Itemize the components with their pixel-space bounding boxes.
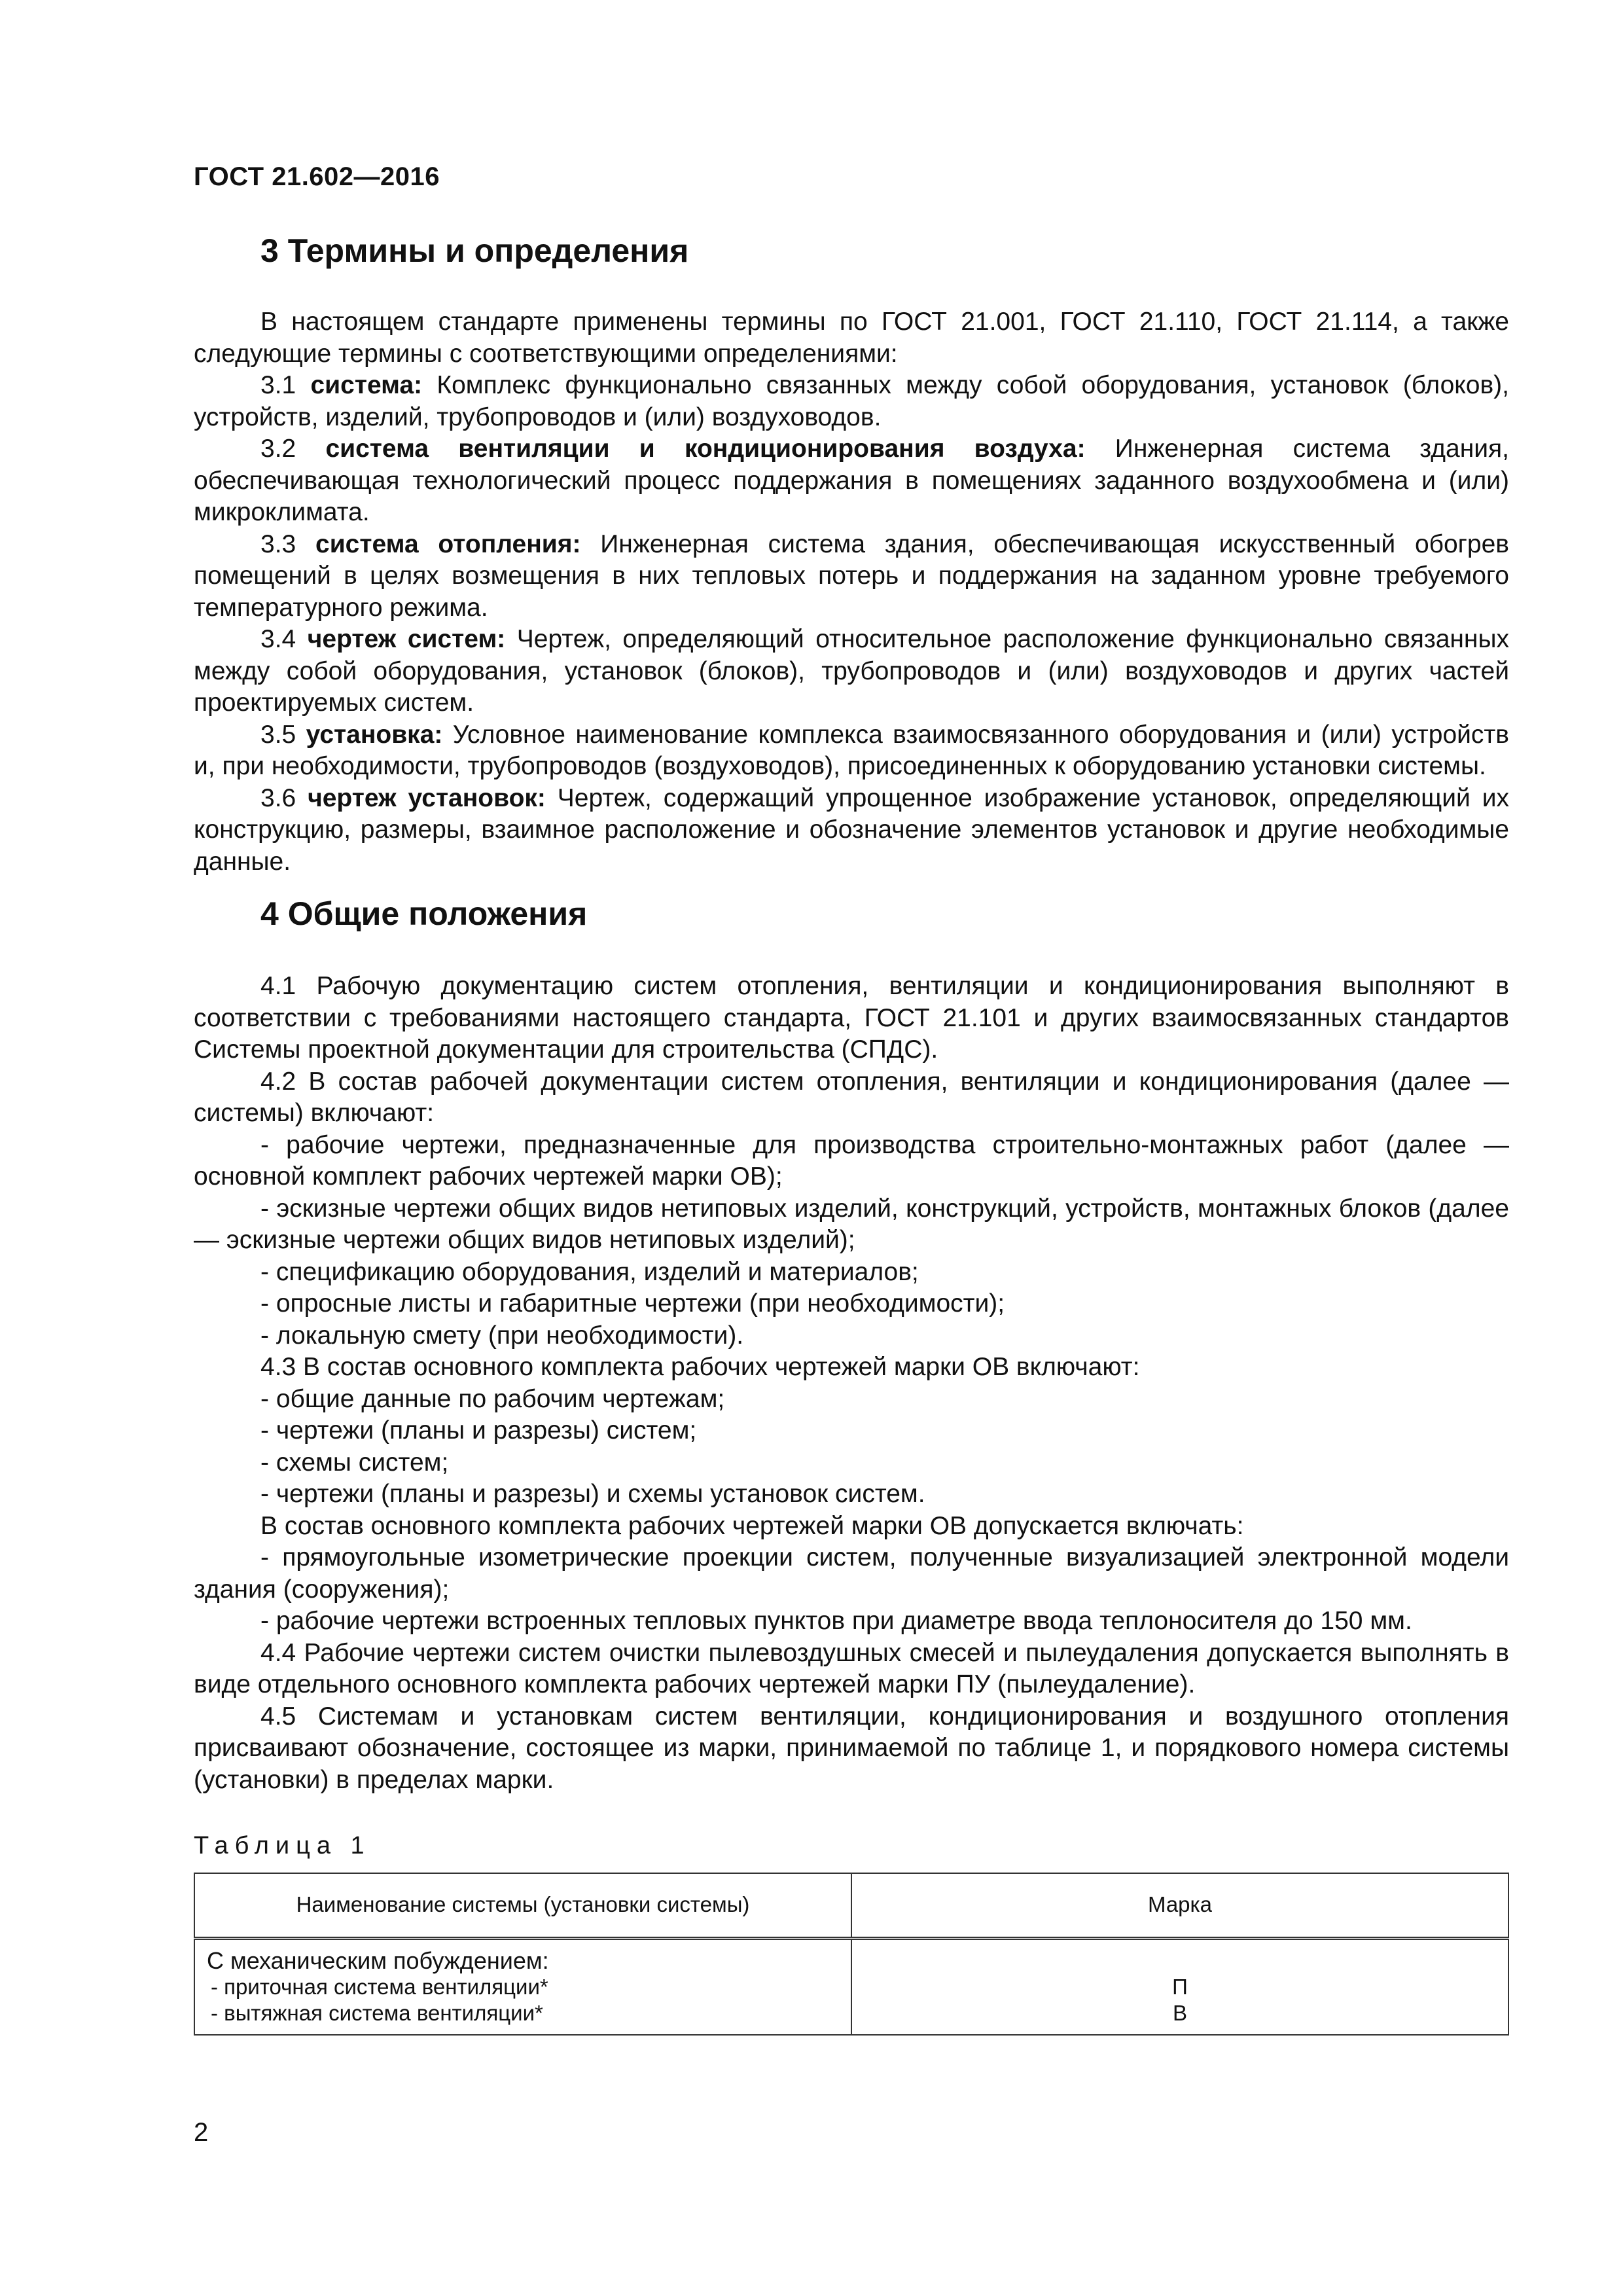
table-header-row xyxy=(194,1873,1508,1939)
section-3-title: 3 Термины и определения xyxy=(260,232,689,269)
list-item: - общие данные по рабочим чертежам; xyxy=(260,1384,725,1413)
term-number: 3.1 xyxy=(260,371,311,399)
term-name: чертеж систем: xyxy=(307,625,506,653)
paragraph-4-4: 4.4 Рабочие чертежи систем очистки пылевоздушных смесей и пылеудаления допускается выполнять в виде отдельного основного комплекта рабочих чертежей марки ПУ (пылеудаление). xyxy=(194,1638,1509,1698)
term-definition: Инженерная система здания, обеспечивающая искусственный обогрев помещений в целях возмещения в них тепловых потерь и поддержания на заданном уровне требуемого температурного режима. xyxy=(194,529,1509,622)
list-item: - прямоугольные изометрические проекции систем, полученные визуализацией электронной модели здания (сооружения); xyxy=(194,1543,1509,1604)
term-number: 3.4 xyxy=(260,625,308,653)
row-group-label: С механическим побуждением: xyxy=(207,1946,549,1974)
page-content xyxy=(194,228,1509,2036)
paragraph-4-3: 4.3 В состав основного комплекта рабочих чертежей марки ОВ включают: xyxy=(260,1353,1140,1381)
list-item: - опросные листы и габаритные чертежи (при необходимости); xyxy=(260,1289,1005,1318)
term-3-3 xyxy=(194,529,1509,624)
paragraph-4-1: 4.1 Рабочую документацию систем отопления, вентиляции и кондиционирования выполняют в соответствии с требованиями настоящего стандарта, ГОСТ 21.101 и других взаимосвязанных стандартов Системы проектной документации для строительства (СПДС). xyxy=(194,972,1509,1064)
term-name: чертеж установок: xyxy=(308,783,546,812)
list-item: - чертежи (планы и разрезы) систем; xyxy=(260,1416,697,1444)
term-definition: Чертеж, определяющий относительное расположение функционально связанных между собой оборудования, установок (блоков), трубопроводов и (или) воздуховодов и других частей проектируемых систем. xyxy=(194,625,1509,717)
table-header-cell: Наименование системы (установки системы) xyxy=(194,1873,851,1939)
term-3-6 xyxy=(194,783,1509,878)
term-name: система вентиляции и кондиционирования воздуха: xyxy=(325,435,1086,463)
term-3-4 xyxy=(194,624,1509,719)
table-caption: Таблица 1 xyxy=(194,1832,371,1859)
term-3-2 xyxy=(194,433,1509,529)
term-definition: Чертеж, содержащий упрощенное изображение установок, определяющий их конструкцию, размеры, взаимное расположение и обозначение элементов установок и другие необходимые данные. xyxy=(194,783,1509,876)
list-item: - рабочие чертежи встроенных тепловых пунктов при диаметре ввода теплоносителя до 150 мм. xyxy=(260,1607,1412,1635)
page-number: 2 xyxy=(194,2118,209,2147)
table-header-cell: Марка xyxy=(851,1873,1508,1939)
mark-value: В xyxy=(1172,2000,1187,2025)
term-number: 3.5 xyxy=(260,720,306,749)
row-item: - вытяжная система вентиляции* xyxy=(211,2000,543,2025)
table-1 xyxy=(194,1873,1509,2036)
list-item: - рабочие чертежи, предназначенные для производства строительно-монтажных работ (далее — основной комплект рабочих чертежей марки ОВ); xyxy=(194,1130,1509,1191)
document-id-header: ГОСТ 21.602—2016 xyxy=(194,162,440,191)
section-4-title: 4 Общие положения xyxy=(260,895,588,932)
paragraph-4-3-optional: В состав основного комплекта рабочих чертежей марки ОВ допускается включать: xyxy=(260,1511,1244,1540)
term-number: 3.6 xyxy=(260,783,308,812)
term-3-5 xyxy=(194,719,1509,783)
list-item: - схемы систем; xyxy=(260,1448,449,1477)
section-3-intro: В настоящем стандарте применены термины по ГОСТ 21.001, ГОСТ 21.110, ГОСТ 21.114, а также следующие термины с соответствующими определениями: xyxy=(194,308,1509,368)
term-definition: Инженерная система здания, обеспечивающая технологический процесс поддержания в помещениях заданного воздухообмена и (или) микроклимата. xyxy=(194,435,1509,526)
paragraph-4-5: 4.5 Системам и установкам систем вентиляции, кондиционирования и воздушного отопления присваивают обозначение, состоящее из марки, принимаемой по таблице 1, и порядкового номера системы (установки) в пределах марки. xyxy=(194,1702,1509,1794)
term-number: 3.3 xyxy=(260,529,315,558)
term-number: 3.2 xyxy=(260,435,326,463)
list-item: - локальную смету (при необходимости). xyxy=(260,1321,744,1350)
list-item: - спецификацию оборудования, изделий и материалов; xyxy=(260,1257,919,1286)
row-item: - приточная система вентиляции* xyxy=(211,1974,548,1999)
paragraph-4-2: 4.2 В состав рабочей документации систем отопления, вентиляции и кондиционирования (далее — системы) включают: xyxy=(194,1067,1509,1127)
list-item: - чертежи (планы и разрезы) и схемы установок систем. xyxy=(260,1480,925,1508)
mark-value: П xyxy=(1172,1974,1188,1999)
table-row xyxy=(194,1938,1508,2035)
term-name: установка: xyxy=(306,720,443,749)
list-item: - эскизные чертежи общих видов нетиповых изделий, конструкций, устройств, монтажных блоков (далее — эскизные чертежи общих видов нетиповых изделий); xyxy=(194,1194,1509,1254)
table-cell-name xyxy=(194,1938,851,2035)
term-name: система: xyxy=(310,371,423,399)
term-definition: Условное наименование комплекса взаимосвязанного оборудования и (или) устройств и, при необходимости, трубопроводов (воздуховодов), присоединенных к оборудованию установки системы. xyxy=(194,720,1509,780)
term-name: система отопления: xyxy=(315,529,581,558)
term-3-1 xyxy=(194,370,1509,433)
term-definition: Комплекс функционально связанных между собой оборудования, установок (блоков), устройств, изделий, трубопроводов и (или) воздуховодов. xyxy=(194,371,1509,431)
table-cell-mark xyxy=(851,1938,1508,2035)
